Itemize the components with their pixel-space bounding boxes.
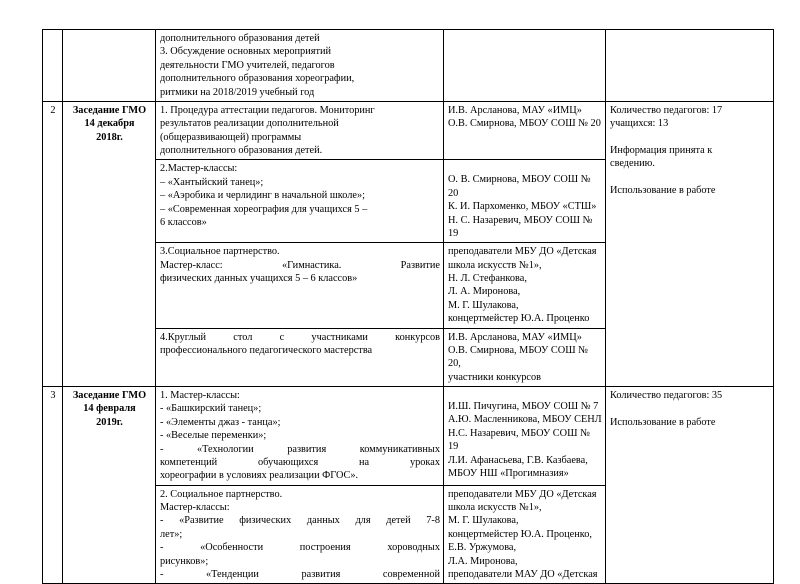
date-line: 2018г.: [96, 131, 123, 143]
responsible-line: Л.А. Миронова,: [448, 555, 518, 567]
responsible-line: преподаватели МБУ ДО «Детская: [448, 488, 597, 500]
topic-line: 6 классов»: [160, 216, 207, 228]
topic-line: деятельности ГМО учителей, педагогов: [160, 59, 335, 71]
date-line: Заседание ГМО: [72, 104, 147, 116]
topic-line: дополнительного образования детей.: [160, 145, 323, 156]
topic-line: ритмики на 2018/2019 учебный год: [160, 86, 315, 98]
topic-line: – «Аэробика и черлидинг в начальной школе»;: [160, 190, 365, 202]
cell-result: [606, 30, 774, 102]
result-line: Количество педагогов: 17: [610, 104, 723, 116]
responsible-line: Л.И. Афанасьева, Г.В. Казбаева,: [448, 454, 588, 466]
responsible-line: концертмейстер Ю.А. Проценко,: [448, 528, 592, 540]
responsible-line: Л. А. Миронова,: [448, 286, 521, 298]
cell-responsible: [444, 101, 606, 160]
responsible-line: О.В. Смирнова, МБОУ СОШ № 20,: [448, 344, 588, 370]
cell-topic: [156, 328, 444, 387]
topic-line: дополнительного образования детей: [160, 33, 320, 44]
cell-topic: [156, 485, 444, 584]
responsible-line: О. В. Смирнова, МБОУ СОШ № 20: [448, 174, 591, 199]
cell-date: [63, 387, 156, 584]
topic-line: Мастер-класс: «Гимнастика. Развитие: [160, 259, 440, 271]
responsible-line: И.В. Арсланова, МАУ «ИМЦ»: [448, 331, 582, 343]
result-spacer: [610, 171, 770, 184]
date-line: 14 февраля: [83, 403, 136, 415]
cell-date: [63, 30, 156, 102]
result-line: сведению.: [610, 158, 655, 170]
topic-line: - «Элементы джаз - танца»;: [160, 416, 281, 428]
responsible-line: М. Г. Шулакова,: [448, 299, 519, 311]
responsible-line: А.Ю. Масленникова, МБОУ СЕНЛ: [448, 414, 602, 426]
cell-result: [606, 101, 774, 386]
topic-line: дополнительного образования хореографии,: [160, 73, 355, 85]
topic-line: - «Башкирский танец»;: [160, 403, 262, 415]
topic-line: 3. Обсуждение основных мероприятий: [160, 46, 331, 58]
topic-line: (общеразвивающей) программы: [160, 131, 302, 143]
topic-line: 2. Социальное партнерство.: [160, 488, 283, 500]
responsible-line: И.Ш. Пичугина, МБОУ СОШ № 7: [448, 401, 599, 412]
responsible-line: участники конкурсов: [448, 371, 541, 383]
topic-line: профессионального педагогического мастерства: [160, 344, 373, 356]
topic-line: результатов реализации дополнительной: [160, 118, 339, 130]
topic-line: - «Особенности построения хороводных: [160, 542, 440, 554]
topic-line: 3.Социальное партнерство.: [160, 246, 280, 258]
cell-date: [63, 101, 156, 386]
date-line: 2019г.: [96, 416, 123, 428]
result-spacer: [610, 402, 770, 415]
table-row: [43, 387, 774, 486]
topic-line: 2.Мастер-классы:: [160, 163, 238, 175]
cell-responsible: [444, 30, 606, 102]
responsible-line: Е.В. Уржумова,: [448, 542, 517, 554]
topic-line: – «Хантыйский танец»;: [160, 176, 264, 188]
cell-responsible: [444, 485, 606, 584]
responsible-spacer: [448, 162, 602, 173]
responsible-line: МБОУ НШ «Прогимназия»: [448, 467, 569, 479]
topic-line: - «Развитие физических данных для детей 7-8: [160, 515, 440, 527]
topic-line: рисунков»;: [160, 555, 209, 567]
responsible-line: школа искусств №1»,: [448, 259, 542, 271]
cell-topic: [156, 30, 444, 102]
topic-line: - «Технологии развития коммуникативных: [160, 443, 440, 455]
table-row: [43, 30, 774, 102]
topic-line: - «Веселые переменки»;: [160, 430, 267, 442]
cell-responsible: [444, 160, 606, 243]
topic-line: Мастер-классы:: [160, 502, 230, 513]
topic-line: 4.Круглый стол с участниками конкурсов: [160, 331, 440, 343]
responsible-line: школа искусств №1»,: [448, 502, 542, 513]
cell-responsible: [444, 328, 606, 387]
topic-line: физических данных учащихся 5 – 6 классов»: [160, 273, 358, 284]
topic-line: 1. Мастер-классы:: [160, 390, 240, 401]
responsible-line: концертмейстер Ю.А. Проценко: [448, 313, 590, 325]
result-line: Количество педагогов: 35: [610, 390, 723, 401]
responsible-spacer: [448, 389, 602, 400]
table-body: [43, 30, 774, 584]
result-spacer: [610, 131, 770, 144]
table-row: [43, 101, 774, 160]
result-line: учащихся: 13: [610, 118, 669, 130]
responsible-line: К. И. Пархоменко, МБОУ «СТШ»: [448, 201, 597, 213]
topic-line: – «Современная хореография для учащихся 5 –: [160, 203, 368, 215]
cell-number: 3: [43, 387, 63, 584]
cell-topic: [156, 101, 444, 160]
responsible-line: О.В. Смирнова, МБОУ СОШ № 20: [448, 118, 601, 130]
result-line: Информация принята к: [610, 145, 713, 156]
responsible-line: Н. С. Назаревич, МБОУ СОШ № 19: [448, 214, 593, 239]
responsible-line: преподаватели МАУ ДО «Детская: [448, 568, 598, 580]
cell-result: [606, 387, 774, 584]
protocol-table: [42, 29, 774, 584]
cell-responsible: [444, 387, 606, 486]
cell-responsible: [444, 243, 606, 328]
responsible-line: И.В. Арсланова, МАУ «ИМЦ»: [448, 104, 582, 116]
cell-number: 2: [43, 101, 63, 386]
date-line: 14 декабря: [84, 118, 135, 130]
cell-topic: [156, 160, 444, 243]
cell-topic: [156, 387, 444, 486]
responsible-line: Н.С. Назаревич, МБОУ СОШ № 19: [448, 427, 590, 453]
topic-line: лет»;: [160, 528, 183, 540]
topic-line: хореографии в условиях реализации ФГОС».: [160, 470, 359, 482]
responsible-line: М. Г. Шулакова,: [448, 515, 519, 527]
date-line: Заседание ГМО: [72, 390, 147, 401]
cell-topic: [156, 243, 444, 328]
result-line: Использование в работе: [610, 185, 716, 197]
responsible-line: Н. Л. Стефанкова,: [448, 273, 527, 284]
topic-line: - «Тенденции развития современной: [160, 568, 440, 580]
result-line: Использование в работе: [610, 416, 716, 428]
responsible-line: преподаватели МБУ ДО «Детская: [448, 246, 597, 258]
topic-line: компетенций обучающихся на уроках: [160, 456, 440, 468]
cell-number: [43, 30, 63, 102]
topic-line: 1. Процедура аттестации педагогов. Мониторинг: [160, 104, 375, 116]
